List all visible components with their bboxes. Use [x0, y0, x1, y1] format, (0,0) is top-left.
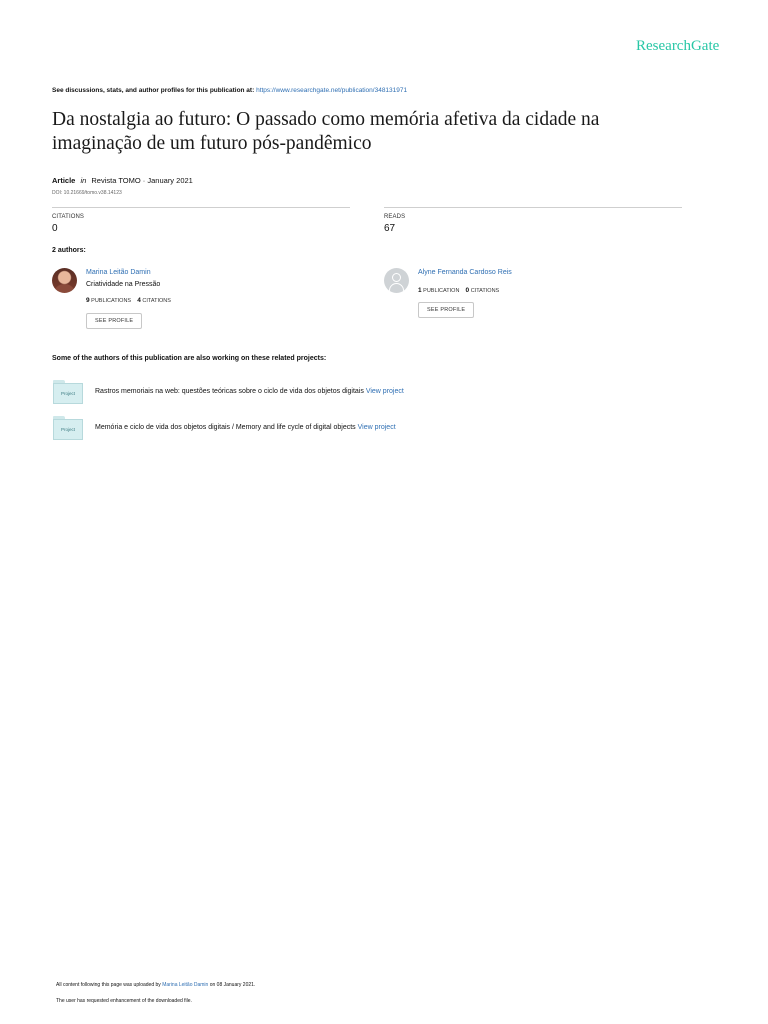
publication-url-link[interactable]: https://www.researchgate.net/publication/348131971 — [256, 87, 408, 94]
author-avatar[interactable] — [52, 268, 77, 293]
publications-label: PUBLICATIONS — [91, 298, 132, 304]
meta-in: in — [80, 176, 87, 185]
citations-label: CITATIONS — [52, 214, 85, 220]
related-projects-heading: Some of the authors of this publication are also working on these related projects: — [52, 355, 327, 362]
see-profile-button[interactable]: SEE PROFILE — [418, 302, 474, 318]
citations-label: CITATIONS — [142, 298, 171, 304]
citations-count: 0 — [465, 287, 470, 294]
publications-count: 1 — [418, 287, 422, 294]
journal-name[interactable]: Revista TOMO — [91, 176, 141, 185]
reads-label: READS — [384, 214, 406, 220]
author-placeholder-icon[interactable] — [384, 268, 409, 293]
project-folder-icon[interactable] — [53, 380, 83, 404]
uploader-link[interactable]: Marina Leitão Damin — [162, 982, 209, 988]
citations-value: 0 — [52, 223, 58, 234]
publication-date: · January 2021 — [142, 176, 193, 185]
publication-title — [52, 108, 692, 156]
title-line-1: Da nostalgia ao futuro: O passado como memória afetiva da cidade na — [52, 109, 600, 130]
publication-meta — [52, 176, 193, 185]
title-line-2: imaginação de um futuro pós-pandêmico — [52, 133, 372, 154]
project-title: Memória e ciclo de vida dos objetos digitais / Memory and life cycle of digital objects — [95, 424, 356, 431]
citations-divider — [52, 207, 350, 208]
citations-count: 4 — [137, 297, 141, 304]
project-folder-label: Project — [60, 391, 75, 396]
author-name-link[interactable]: Marina Leitão Damin — [86, 269, 151, 276]
reads-divider — [384, 207, 682, 208]
project-folder-label: Project — [60, 427, 75, 432]
reads-value: 67 — [384, 223, 396, 234]
see-profile-button[interactable]: SEE PROFILE — [86, 313, 142, 329]
project-item — [95, 424, 396, 431]
view-project-link[interactable]: View project — [357, 424, 396, 431]
doi[interactable]: DOI: 10.21669/tomo.v38.14123 — [52, 190, 122, 196]
article-type: Article — [52, 176, 76, 185]
author-institution[interactable]: Criatividade na Pressão — [86, 281, 161, 288]
upload-note-suffix: on 08 January 2021. — [209, 982, 256, 988]
project-item — [95, 388, 404, 395]
researchgate-logo[interactable]: ResearchGate — [636, 38, 720, 54]
project-title: Rastros memoriais na web: questões teóricas sobre o ciclo de vida dos objetos digitais — [95, 388, 364, 395]
publications-count: 9 — [86, 297, 90, 304]
authors-heading: 2 authors: — [52, 247, 86, 254]
author-stats — [86, 297, 171, 304]
upload-note — [56, 982, 255, 988]
enhancement-note: The user has requested enhancement of the downloaded file. — [56, 998, 192, 1004]
discussion-prefix: See discussions, stats, and author profiles for this publication at: — [52, 87, 255, 94]
view-project-link[interactable]: View project — [365, 388, 404, 395]
publications-label: PUBLICATION — [423, 288, 460, 294]
author-name-link[interactable]: Alyne Fernanda Cardoso Reis — [418, 269, 512, 276]
project-folder-icon[interactable] — [53, 416, 83, 440]
author-stats — [418, 287, 499, 294]
citations-label: CITATIONS — [470, 288, 500, 294]
upload-note-prefix: All content following this page was uploaded by — [56, 982, 161, 988]
discussion-line — [52, 87, 407, 94]
